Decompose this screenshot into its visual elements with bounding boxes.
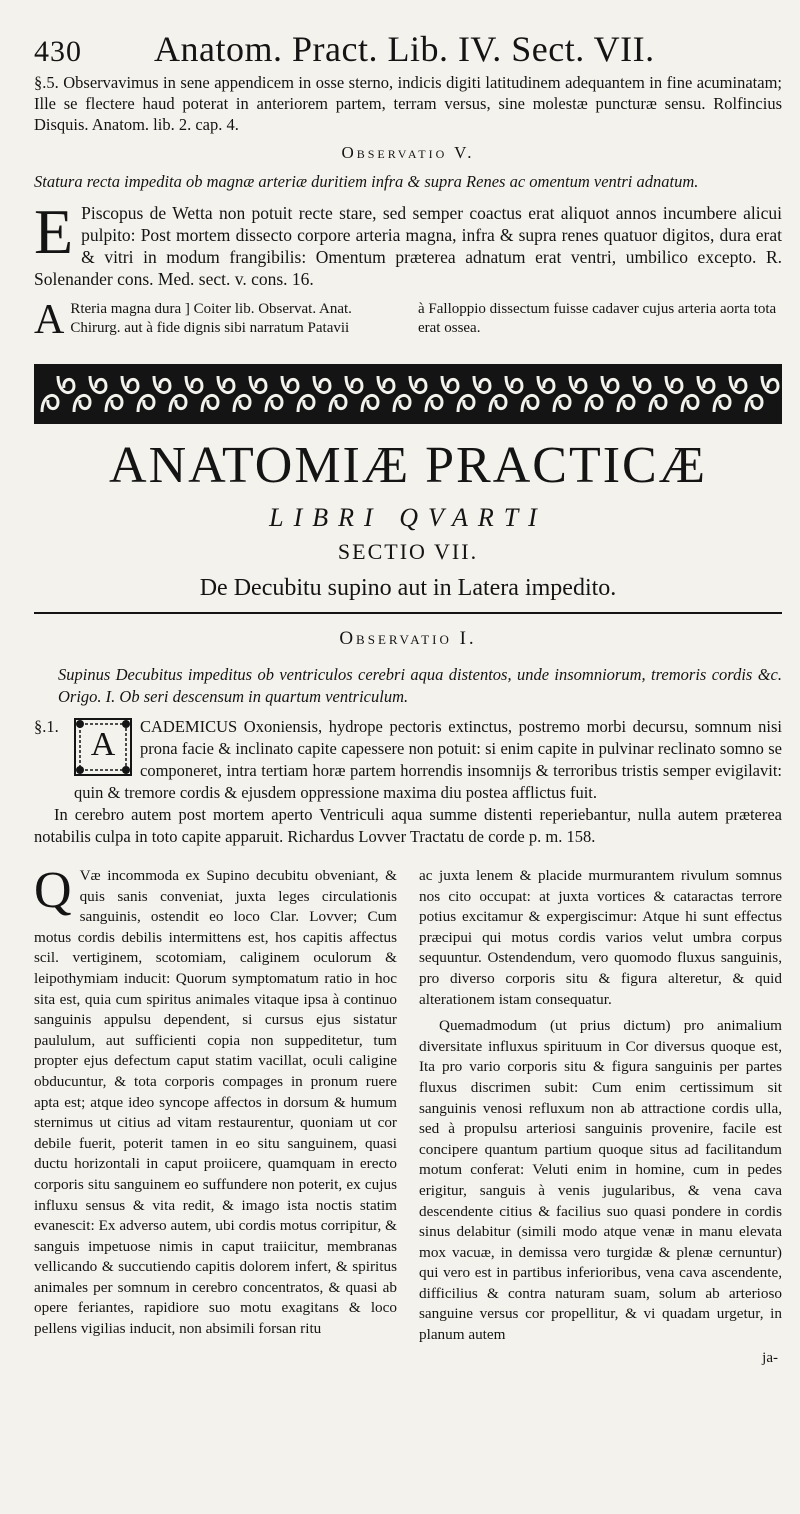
right-column [419,866,782,1368]
divider-rule [34,612,782,614]
annotation-right: à Falloppio dissectum fuisse cadaver cujus arteria aorta tota erat ossea. [418,301,777,336]
observatio-i-heading: Observatio I. [339,628,477,649]
dropcap-a-note: A [34,297,65,343]
page-number: 430 [34,35,82,68]
top-paragraph: §.5. Observavimus in sene appendicem in osse sterno, indicis digiti latitudinem adequantem in fine acuminatam; Ille se flectere haud poterat in anteriorem partem, terram versus, sine molestæ puncturæ sensu. Rolfincius Disquis. Anatom. lib. 2. cap. 4. [34,73,782,134]
observatio-v-body: Piscopus de Wetta non potuit recte stare, sed semper coactus erat aliquot annos incumbere alicui pulpito: Post mortem dissecto corpore arteria magna, infra & supra renes quatuor digitos, dura erat & vitri in modum frangibilis: Omentum præterea adnatum erat ventri, umbilico excepto. R. Solenander cons. Med. sect. v. cons. 16. [34,203,782,289]
initial-letter-a: A [90,726,116,763]
observatio-i-summary: Supinus Decubitus impeditus ob ventriculos cerebri aqua distentos, unde insomniorum, tremoris cordis &c. Origo. I. Ob seri descensum in quartum ventriculum. [58,665,782,706]
annotation-block [34,297,782,343]
observatio-v-summary: Statura recta impedita ob magnæ arteriæ duritiem infra & supra Renes ac omentum ventri adnatum. [34,172,699,191]
ornamental-band [34,362,782,426]
observatio-i-para2: In cerebro autem post mortem aperto Ventriculi aqua summe distenti reperiebantur, nulla autem præterea notabilis culpa in toto capite apparuit. Richardus Lovver Tractatu de corde p. m. 158. [34,805,782,846]
running-title: Anatom. Pract. Lib. IV. Sect. VII. [154,29,655,69]
main-title: ANATOMIÆ PRACTICÆ [109,437,707,494]
ornament-scroll-icon [34,362,782,426]
right-column-p1: ac juxta lenem & placide murmurantem rivulum somnus nos cito occupat: at juxta vortices & cataractas terrore potius excitamur & expergiscimur: Atque hi sunt effectus præcipui qui motus cordis varios velut umbra corpus sequuntur. Ostendendum, vero quomodo fluxus sanguinis, pro diverso corporis situ & figura alteretur, & quid alterationem istam consequatur. [419,867,782,1008]
section-subtitle: De Decubitu supino aut in Latera impedito. [199,575,617,601]
running-head [34,28,782,72]
ornamental-initial [74,718,132,776]
left-column-text: Væ incommoda ex Supino decubitu obveniant, & quis sanis conveniat, juxta leges circulationis sanguinis, ostendit eo loco Clar. Lovver; Cum motus cordis debilis intermittens est, hos capitis affectus scil. vertiginem, scotomiam, caliginem oculorum & leipothymiam inducit: Quorum symptomatum ratio in hoc sita est, quia cum spiritus animales vitaque ipsa à continuo sanguinis appulsu dependent, si cursus ejus sistatur paululum, aut sufficienti copia non suppeditetur, tum propter ejus defectum caput statim vacillat, oculi caligine obducuntur, & tota corporis compages in pronum ruere apta est; atque ideo syncope affectos in dorsum & humum sternimus ut citius ad vitam restaurentur, quoniam ut cor debile fuerit, poterit tamen in eo situ sanguinem, quasi ductu horizontali in caput proiicere, quamquam in erecto corporis situ sanguinem eo suffundere non poterit, ex cujus influxu sensus & vita redit, & imago ista noctis statim evanescit: Ex adverso autem, ubi cordis motus corripitur, & sanguis impetuose nimis in caput traiicitur, membranas vellicando & succutiendo capitis dolorem infert, & spiritus animales per somnum in cerebro concentratos, & quasi ab opere feriantes, rapidiore suo motu exagitans & loco pellens vigilias inducit, non absimili forsan ritu [34,867,397,1338]
annotation-left [34,297,398,343]
sectio-heading: SECTIO VII. [337,539,479,564]
two-column-text [34,862,782,1368]
right-column-p2: Quemadmodum (ut prius dictum) pro animalium diversitate influxus spirituum in Cor diversus quoque est, Ita pro vario corporis situ & figura sanguinis per partes fluxus discrimen subit: Cum enim certissimum sit sanguinis venosi refluxum non ab attractione cordis ulla, sed à propulsu arteriosi sanguinis provenire, facile est concipere quantum partium quoque situs ad facilitandum motum conferat: Veluti enim in homine, cum in pedes erigitur, sanguis à venis jugularibus, & vena cava descendente citius & facilius suo quasi pondere in cordis sinus delabitur (simili modo atque venæ in manu elevata mox vacuæ, in demissa vero turgidæ & plenæ cernuntur) qui vero est in partibus inferioribus, vena cava ascendente, difficilius & contra naturam suam, solum ab arterioso sanguine versus cor propellitur, & vi quadam urgetur, in planum autem [419,1017,782,1344]
section-mark: §.1. [34,717,59,736]
left-column [34,862,397,1368]
observatio-i-paragraph-block [34,716,782,804]
dropcap-q: Q [34,862,72,919]
dropcap-e: E [34,196,74,267]
observatio-i-para1: CADEMICUS Oxoniensis, hydrope pectoris extinctus, postremo morbi decursu, somnum nisi prona facie & inclinato capite capessere non potuit: si enim capite in pulvinar reclinato somno se componeret, intra tertiam horæ partem horrendis insomnijs & terroribus tristis semper evigilavit: quin & tremore cordis & ejusdem oppressione maxima diu postea afflictus fuit. [74,717,782,802]
observatio-v-body-block [34,196,782,290]
observatio-v-heading: Observatio V. [341,143,475,162]
annotation-left-text: Rteria magna dura ] Coiter lib. Observat. Anat. Chirurg. aut à fide dignis sibi narratum Patavii [70,301,352,336]
catchword: ja- [762,1349,778,1366]
libri-heading: LIBRI QVARTI [269,503,547,532]
